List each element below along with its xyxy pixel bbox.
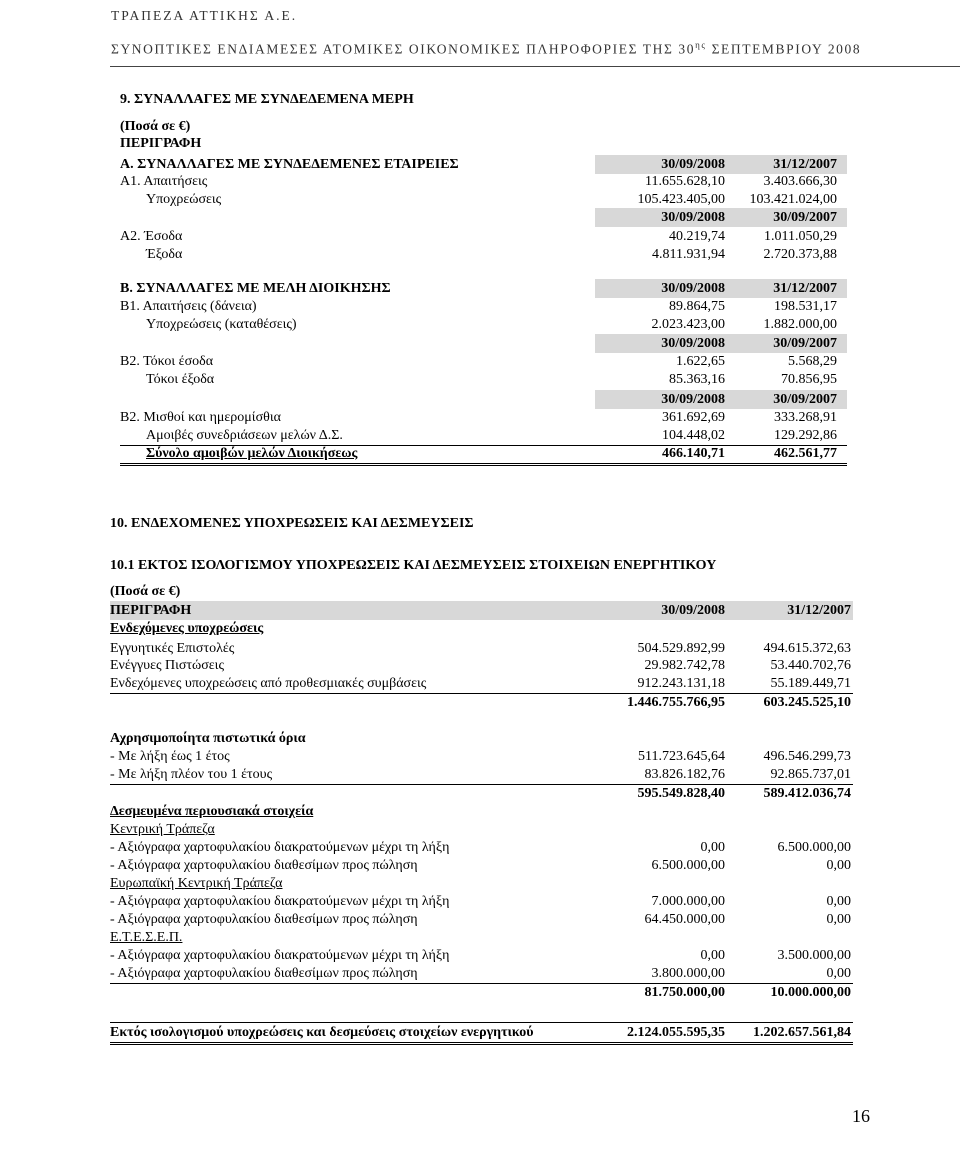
table-row: [110, 656, 853, 675]
value-2008: 30/09/2008: [661, 603, 725, 618]
row-label: Ενδεχόμενες υποχρεώσεις από προθεσμιακές συμβάσεις: [110, 676, 427, 691]
value-prior: 1.011.050,29: [764, 229, 837, 244]
table-row: [120, 227, 847, 246]
row-label: Εγγυητικές Επιστολές: [110, 641, 235, 656]
value-2008: 81.750.000,00: [644, 985, 725, 1000]
table-row: [120, 408, 847, 427]
value-2008: 40.219,74: [669, 229, 725, 244]
row-label: Έξοδα: [146, 247, 183, 262]
row-label: Κεντρική Τράπεζα: [110, 822, 215, 837]
row-label: Σύνολο αμοιβών μελών Διοικήσεως: [146, 446, 358, 461]
row-label: - Αξιόγραφα χαρτοφυλακίου διαθεσίμων προς πώληση: [110, 912, 418, 927]
row-label: Α. ΣΥΝΑΛΛΑΓΕΣ ΜΕ ΣΥΝΔΕΔΕΜΕΝΕΣ ΕΤΑΙΡΕΙΕΣ: [120, 157, 459, 172]
table-row: [110, 820, 853, 839]
page-number: 16: [852, 1106, 870, 1126]
value-2008: 105.423.405,00: [637, 192, 725, 207]
row-label: Ενδεχόμενες υποχρεώσεις: [110, 621, 264, 636]
row-label: Β2. Μισθοί και ημερομίσθια: [120, 410, 281, 425]
row-label: Υποχρεώσεις (καταθέσεις): [146, 317, 297, 332]
value-2008: 0,00: [700, 840, 725, 855]
value-2007: 0,00: [826, 858, 851, 873]
value-2008: 30/09/2008: [661, 392, 725, 407]
value-2008: 1.446.755.766,95: [627, 695, 725, 710]
value-2007: 92.865.737,01: [770, 767, 851, 782]
bank-name: ΤΡΑΠΕΖΑ ΑΤΤΙΚΗΣ Α.Ε.: [111, 8, 298, 23]
row-label: - Με λήξη έως 1 έτος: [110, 749, 230, 764]
s9-description-header: ΠΕΡΙΓΡΑΦΗ: [120, 136, 202, 151]
value-prior: 3.403.666,30: [763, 174, 837, 189]
value-2007: 1.202.657.561,84: [753, 1025, 851, 1040]
value-2008: 912.243.131,18: [637, 676, 725, 691]
table-row: [110, 802, 853, 821]
row-label: ΠΕΡΙΓΡΑΦΗ: [110, 603, 192, 618]
table-row: [120, 352, 847, 371]
table-row: [110, 674, 853, 694]
table-row: [120, 208, 847, 227]
row-label: - Αξιόγραφα χαρτοφυλακίου διαθεσίμων προς πώληση: [110, 858, 418, 873]
table-row: [120, 172, 847, 191]
value-prior: 1.882.000,00: [763, 317, 837, 332]
table-row: [120, 279, 847, 298]
value-prior: 30/09/2007: [773, 210, 837, 225]
row-label: Β1. Απαιτήσεις (δάνεια): [120, 299, 257, 314]
row-label: Β. ΣΥΝΑΛΛΑΓΕΣ ΜΕ ΜΕΛΗ ΔΙΟΙΚΗΣΗΣ: [120, 281, 391, 296]
table-row: [110, 1022, 853, 1045]
value-prior: 30/09/2007: [773, 392, 837, 407]
value-2007: 0,00: [826, 912, 851, 927]
s10-amounts-note: (Ποσά σε €): [110, 584, 181, 599]
value-2007: 0,00: [826, 966, 851, 981]
value-prior: 31/12/2007: [773, 281, 837, 296]
value-prior: 198.531,17: [774, 299, 837, 314]
table-row: [110, 946, 853, 965]
value-2007: 31/12/2007: [787, 603, 851, 618]
row-label: Α1. Απαιτήσεις: [120, 174, 208, 189]
table-row: [110, 910, 853, 929]
table-row: [120, 370, 847, 389]
value-2008: 30/09/2008: [661, 157, 725, 172]
row-label: Β2. Τόκοι έσοδα: [120, 354, 214, 369]
table-row: [110, 619, 853, 638]
row-label: - Με λήξη πλέον του 1 έτους: [110, 767, 273, 782]
value-2008: 466.140,71: [662, 446, 725, 461]
value-2007: 3.500.000,00: [777, 948, 851, 963]
value-prior: 2.720.373,88: [763, 247, 837, 262]
report-subtitle: ΣΥΝΟΠΤΙΚΕΣ ΕΝΔΙΑΜΕΣΕΣ ΑΤΟΜΙΚΕΣ ΟΙΚΟΝΟΜΙΚΕΣ ΠΛΗΡΟΦΟΡΙΕΣ ΤΗΣ $30^{\eta\varsigma}$ ΣΕΠΤΕΜΒΡΙΟΥ 2008: [111, 40, 862, 57]
value-2008: 89.864,75: [669, 299, 725, 314]
row-label: - Αξιόγραφα χαρτοφυλακίου διακρατούμενων μέχρι τη λήξη: [110, 840, 450, 855]
value-2008: 3.800.000,00: [651, 966, 725, 981]
value-2008: 361.692,69: [662, 410, 725, 425]
value-2008: 511.723.645,64: [638, 749, 725, 764]
value-2007: 6.500.000,00: [777, 840, 851, 855]
s9-amounts-note: (Ποσά σε €): [120, 119, 191, 134]
row-label: Δεσμευμένα περιουσιακά στοιχεία: [110, 804, 314, 819]
row-label: - Αξιόγραφα χαρτοφυλακίου διακρατούμενων μέχρι τη λήξη: [110, 894, 450, 909]
table-row: [110, 784, 853, 803]
table-row: [120, 444, 847, 466]
value-2008: 104.448,02: [662, 428, 725, 443]
table-row: [120, 297, 847, 316]
section-10-title: 10. ΕΝΔΕΧΟΜΕΝΕΣ ΥΠΟΧΡΕΩΣΕΙΣ ΚΑΙ ΔΕΣΜΕΥΣΕΙΣ: [110, 516, 474, 531]
row-label: Αμοιβές συνεδριάσεων μελών Δ.Σ.: [146, 428, 343, 443]
row-label: Εκτός ισολογισμού υποχρεώσεις και δεσμεύσεις στοιχείων ενεργητικού: [110, 1025, 534, 1040]
value-prior: 462.561,77: [774, 446, 837, 461]
value-2007: 55.189.449,71: [770, 676, 851, 691]
value-prior: 103.421.024,00: [749, 192, 837, 207]
table-row: [110, 856, 853, 875]
section-9-title: 9. ΣΥΝΑΛΛΑΓΕΣ ΜΕ ΣΥΝΔΕΔΕΜΕΝΑ ΜΕΡΗ: [120, 92, 414, 107]
table-row: [110, 838, 853, 857]
value-2007: 53.440.702,76: [770, 658, 851, 673]
value-2008: 64.450.000,00: [644, 912, 725, 927]
row-label: Ε.Τ.Ε.Σ.Ε.Π.: [110, 930, 183, 945]
value-2008: 0,00: [700, 948, 725, 963]
value-prior: 129.292,86: [774, 428, 837, 443]
value-2007: 494.615.372,63: [763, 641, 851, 656]
row-label: Αχρησιμοποίητα πιστωτικά όρια: [110, 731, 306, 746]
value-prior: 5.568,29: [788, 354, 837, 369]
value-prior: 31/12/2007: [773, 157, 837, 172]
table-row: [110, 983, 853, 1002]
value-2008: 504.529.892,99: [637, 641, 725, 656]
value-2008: 2.124.055.595,35: [627, 1025, 725, 1040]
table-row: [110, 874, 853, 893]
value-2007: 10.000.000,00: [770, 985, 851, 1000]
table-row: [120, 190, 847, 209]
section-10-1-title: 10.1 ΕΚΤΟΣ ΙΣΟΛΟΓΙΣΜΟΥ ΥΠΟΧΡΕΩΣΕΙΣ ΚΑΙ ΔΕΣΜΕΥΣΕΙΣ ΣΤΟΙΧΕΙΩΝ ΕΝΕΡΓΗΤΙΚΟΥ: [110, 558, 717, 573]
table-row: [110, 729, 853, 748]
value-2008: 11.655.628,10: [645, 174, 725, 189]
value-2008: 83.826.182,76: [644, 767, 725, 782]
value-2007: 589.412.036,74: [763, 786, 851, 801]
value-2008: 6.500.000,00: [651, 858, 725, 873]
header-rule: [110, 66, 960, 67]
table-row: [110, 964, 853, 984]
table-row: [120, 245, 847, 264]
value-2008: 30/09/2008: [661, 336, 725, 351]
value-2008: 85.363,16: [669, 372, 725, 387]
table-row: [120, 390, 847, 409]
value-2007: 496.546.299,73: [763, 749, 851, 764]
value-2008: 7.000.000,00: [651, 894, 725, 909]
value-prior: 333.268,91: [774, 410, 837, 425]
table-row: [110, 601, 853, 620]
row-label: Α2. Έσοδα: [120, 229, 183, 244]
value-2008: 4.811.931,94: [652, 247, 725, 262]
table-row: [110, 892, 853, 911]
value-2008: 29.982.742,78: [644, 658, 725, 673]
value-2007: 0,00: [826, 894, 851, 909]
value-prior: 70.856,95: [781, 372, 837, 387]
value-2008: 30/09/2008: [661, 210, 725, 225]
value-2008: 1.622,65: [676, 354, 725, 369]
table-row: [120, 315, 847, 334]
value-2007: 603.245.525,10: [763, 695, 851, 710]
row-label: Τόκοι έξοδα: [146, 372, 215, 387]
value-prior: 30/09/2007: [773, 336, 837, 351]
table-row: [110, 747, 853, 766]
table-row: [110, 928, 853, 947]
row-label: - Αξιόγραφα χαρτοφυλακίου διακρατούμενων μέχρι τη λήξη: [110, 948, 450, 963]
table-row: [110, 693, 853, 712]
table-row: [110, 765, 853, 785]
value-2008: 2.023.423,00: [651, 317, 725, 332]
row-label: Υποχρεώσεις: [146, 192, 222, 207]
value-2008: 30/09/2008: [661, 281, 725, 296]
table-row: [120, 426, 847, 446]
row-label: Ευρωπαϊκή Κεντρική Τράπεζα: [110, 876, 283, 891]
row-label: Ενέγγυες Πιστώσεις: [110, 658, 224, 673]
value-2008: 595.549.828,40: [637, 786, 725, 801]
table-row: [120, 334, 847, 353]
row-label: - Αξιόγραφα χαρτοφυλακίου διαθεσίμων προς πώληση: [110, 966, 418, 981]
